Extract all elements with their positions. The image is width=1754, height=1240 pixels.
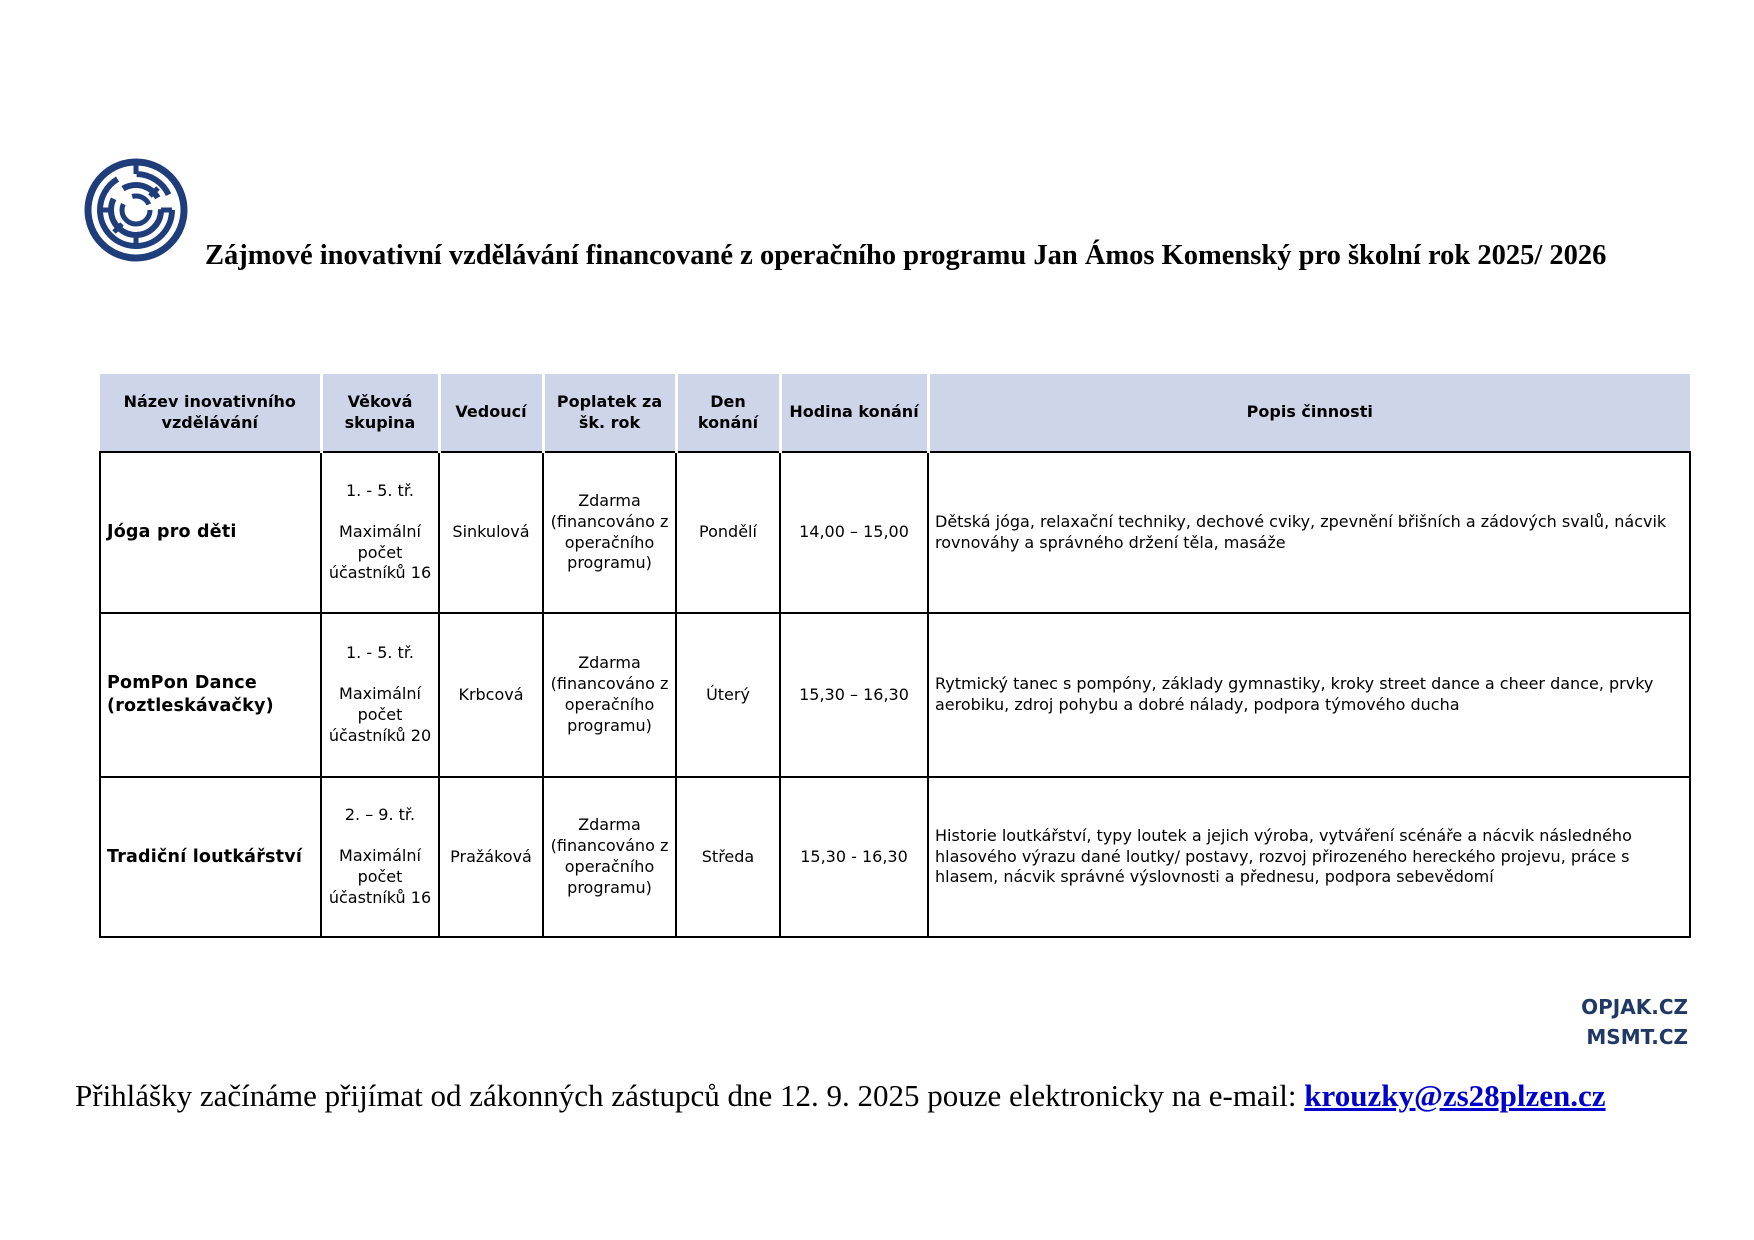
activity-name: PomPon Dance (roztleskávačky) [100, 613, 321, 777]
maze-logo-icon [84, 158, 188, 262]
program-links [1581, 992, 1688, 1052]
capacity: Maximální počet účastníků 16 [328, 521, 432, 583]
activity-name: Tradiční loutkářství [100, 777, 321, 937]
column-header-name: Název inovativního vzdělávání [100, 374, 321, 452]
age-group-cell [321, 777, 439, 937]
capacity: Maximální počet účastníků 20 [328, 684, 432, 745]
age-group: 1. - 5. tř. [345, 480, 415, 500]
column-header-fee: Poplatek za šk. rok [543, 374, 676, 452]
time: 15,30 - 16,30 [780, 777, 928, 937]
age-group: 1. - 5. tř. [345, 643, 415, 663]
age-group: 2. – 9. tř. [344, 805, 416, 825]
day: Středa [676, 777, 780, 937]
capacity: Maximální počet účastníků 16 [328, 846, 432, 907]
description: Dětská jóga, relaxační techniky, dechové cviky, zpevnění břišních a zádových svalů, nácvik rovnováhy a správného držení těla, masáže [928, 452, 1690, 613]
fee: Zdarma (financováno z operačního programu) [543, 452, 676, 613]
fee: Zdarma (financováno z operačního programu) [543, 613, 676, 777]
column-header-leader: Vedoucí [439, 374, 543, 452]
table-row [100, 777, 1690, 937]
leader: Pražáková [439, 777, 543, 937]
email-link[interactable]: krouzky@zs28plzen.cz [1304, 1078, 1606, 1113]
age-group-cell [321, 452, 439, 613]
description: Historie loutkářství, typy loutek a jejich výroba, vytváření scénáře a nácvik následného hlasového výrazu dané loutky/ postavy, rozvoj přirozeného hereckého projevu, práce s hlasem, nácvik správné výslovnosti a přednesu, podpora sebevědomí [928, 777, 1690, 937]
activities-table [99, 374, 1691, 938]
msmt-link[interactable]: MSMT.CZ [1586, 1025, 1688, 1049]
table-row [100, 452, 1690, 613]
footer-text: Přihlášky začínáme přijímat od zákonných zástupců dne 12. 9. 2025 pouze elektronicky na e-mail: [75, 1078, 1305, 1113]
time: 14,00 – 15,00 [780, 452, 928, 613]
footer-note [75, 1078, 1606, 1114]
page-title: Zájmové inovativní vzdělávání financované z operačního programu Jan Ámos Komenský pro školní rok 2025/ 2026 [205, 240, 1607, 271]
leader: Krbcová [439, 613, 543, 777]
day: Pondělí [676, 452, 780, 613]
time: 15,30 – 16,30 [780, 613, 928, 777]
description: Rytmický tanec s pompóny, základy gymnastiky, kroky street dance a cheer dance, prvky aerobiku, zdroj pohybu a dobré nálady, podpora týmového ducha [928, 613, 1690, 777]
column-header-age: Věková skupina [321, 374, 439, 452]
day: Úterý [676, 613, 780, 777]
table-header-row [100, 374, 1690, 452]
opjak-link[interactable]: OPJAK.CZ [1581, 995, 1688, 1019]
activity-name: Jóga pro děti [100, 452, 321, 613]
fee: Zdarma (financováno z operačního programu) [543, 777, 676, 937]
age-group-cell [321, 613, 439, 777]
leader: Sinkulová [439, 452, 543, 613]
column-header-time: Hodina konání [780, 374, 928, 452]
column-header-day: Den konání [676, 374, 780, 452]
table-row [100, 613, 1690, 777]
column-header-description: Popis činnosti [928, 374, 1690, 452]
